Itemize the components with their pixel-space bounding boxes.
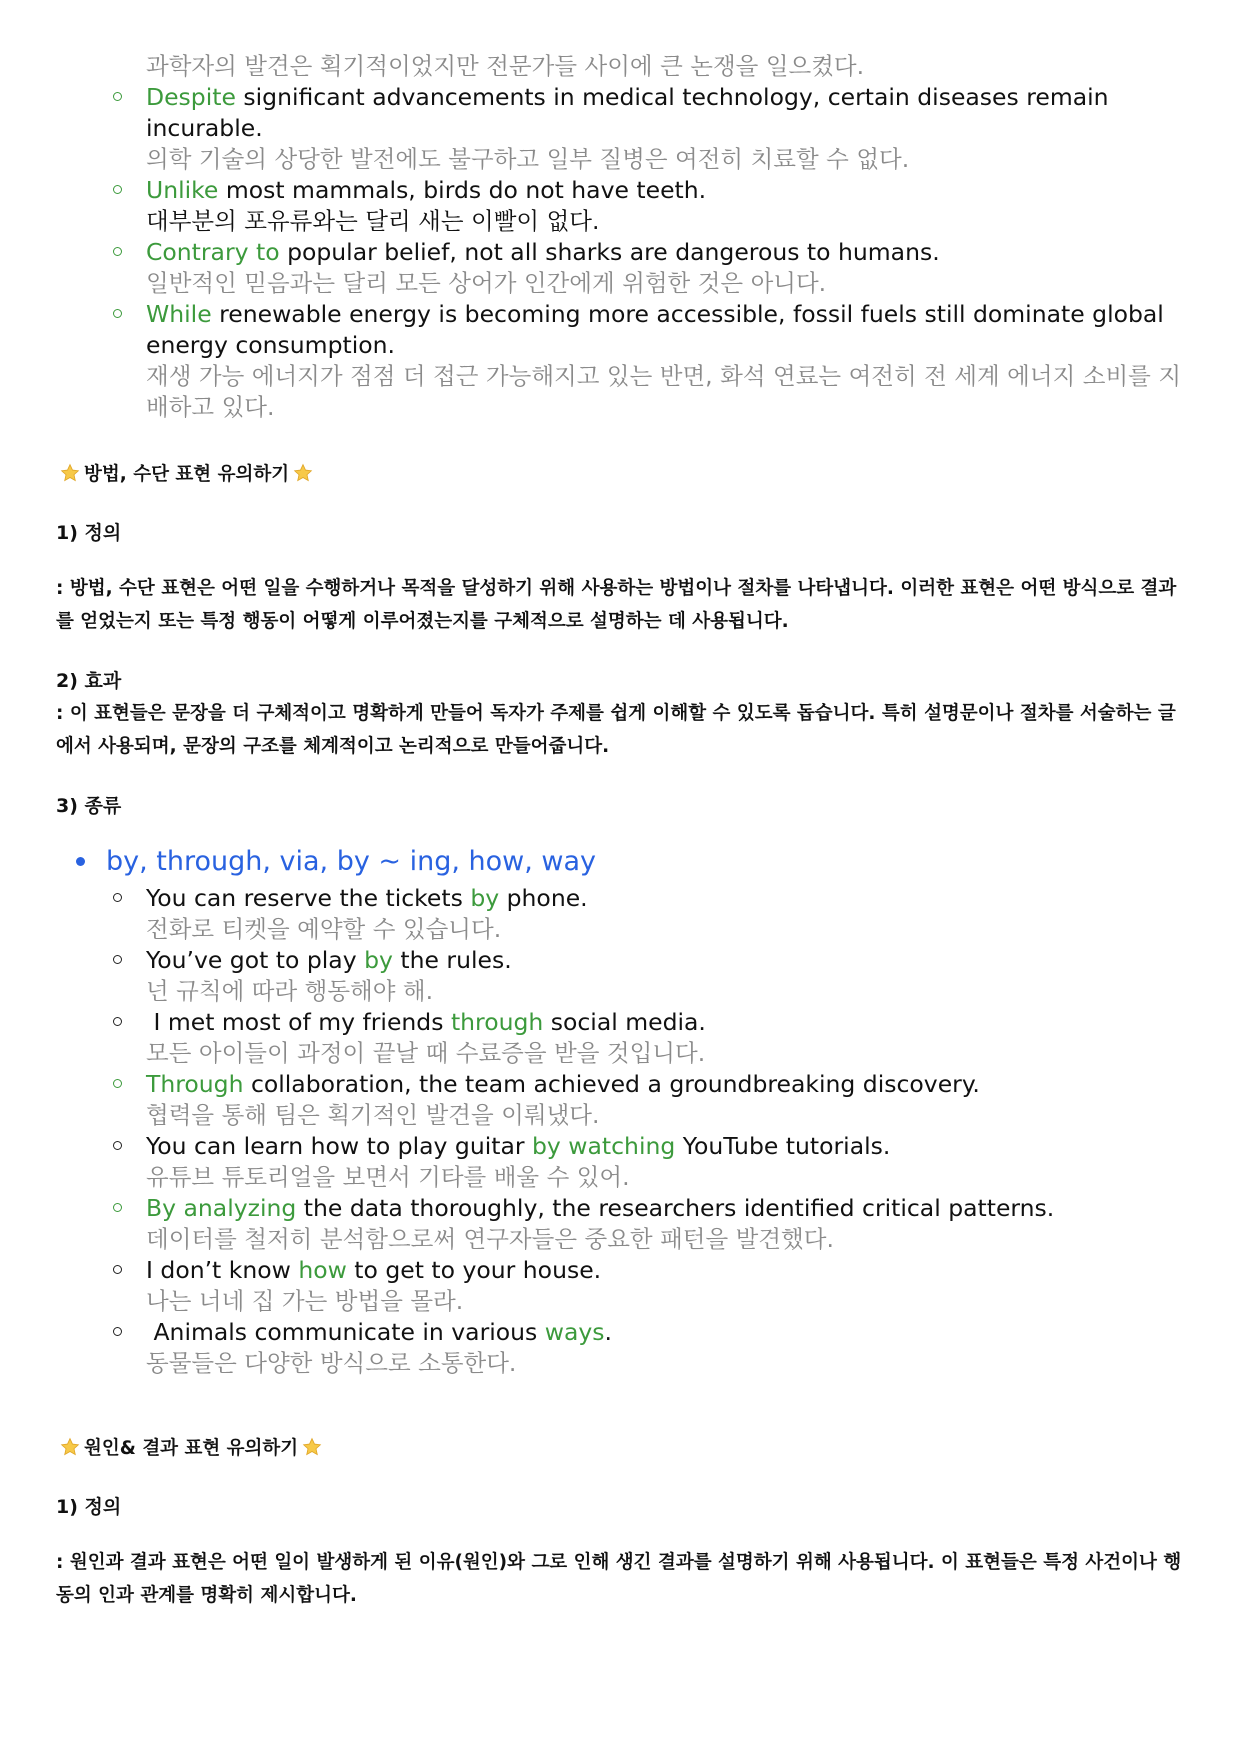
- star-icon: [60, 463, 80, 483]
- highlight-word: by: [470, 884, 500, 912]
- highlight-word: Through: [146, 1070, 244, 1098]
- list-item: Through collaboration, the team achieved a groundbreaking discovery. 협력을 통해 팀은 획기적인 발견을 이뤄냈다.: [113, 1069, 1193, 1131]
- effect-label: 2) 효과: [56, 670, 122, 692]
- list-item: By analyzing the data thoroughly, the researchers identified critical patterns. 데이터를 철저히 분석함으로써 연구자들은 중요한 패턴을 발견했다.: [113, 1193, 1193, 1255]
- example-translation: 협력을 통해 팀은 획기적인 발견을 이뤄냈다.: [146, 1101, 600, 1129]
- bullet-hollow-circle-icon: [113, 1141, 122, 1150]
- list-item: I met most of my friends through social media. 모든 아이들이 과정이 끝날 때 수료증을 받을 것입니다.: [113, 1007, 1193, 1069]
- category-bullet: [76, 846, 596, 877]
- bullet-hollow-circle-icon: [113, 1017, 122, 1026]
- example-translation: 동물들은 다양한 방식으로 소통한다.: [146, 1349, 517, 1377]
- definition-label: 1) 정의: [56, 522, 122, 544]
- example-translation: 데이터를 철저히 분석함으로써 연구자들은 중요한 패턴을 발견했다.: [146, 1225, 834, 1253]
- bullet-hollow-circle-icon: [113, 1079, 122, 1088]
- star-icon: [293, 463, 313, 483]
- list-item: You can reserve the tickets by phone. 전화로 티켓을 예약할 수 있습니다.: [113, 883, 1193, 945]
- example-sentence: renewable energy is becoming more accessible, fossil fuels still dominate global energy consumption.: [146, 300, 1164, 359]
- bullet-hollow-circle-icon: [113, 1327, 122, 1336]
- highlight-word: by watching: [532, 1132, 676, 1160]
- highlight-word: Contrary to: [146, 238, 280, 266]
- example-translation: 의학 기술의 상당한 발전에도 불구하고 일부 질병은 여전히 치료할 수 없다.: [146, 145, 910, 173]
- star-icon: [302, 1437, 322, 1457]
- section-heading-cause-effect: [56, 1434, 326, 1460]
- bullet-hollow-circle-icon: [113, 1203, 122, 1212]
- example-translation: 일반적인 믿음과는 달리 모든 상어가 인간에게 위험한 것은 아니다.: [146, 269, 827, 297]
- example-translation: 나는 너네 집 가는 방법을 몰라.: [146, 1287, 464, 1315]
- example-translation: 모든 아이들이 과정이 끝날 때 수료증을 받을 것입니다.: [146, 1039, 706, 1067]
- heading-text: 방법, 수단 표현 유의하기: [84, 464, 290, 485]
- definition-text: : 방법, 수단 표현은 어떤 일을 수행하거나 목적을 달성하기 위해 사용하는 방법이나 절차를 나타냅니다. 이러한 표현은 어떤 방식으로 결과를 얻었는지 또는 특정 행동이 어떻게 이루어졌는지를 구체적으로 설명하는 데 사용됩니다.: [56, 578, 1177, 632]
- bullet-filled-circle-icon: [76, 857, 85, 866]
- highlight-word: ways: [544, 1318, 605, 1346]
- list-item: Animals communicate in various ways. 동물들은 다양한 방식으로 소통한다.: [113, 1317, 1193, 1379]
- continuation-translation: 과학자의 발견은 획기적이었지만 전문가들 사이에 큰 논쟁을 일으켰다.: [146, 52, 865, 80]
- category-text: by, through, via, by ~ ing, how, way: [106, 846, 597, 877]
- example-translation: 대부분의 포유류와는 달리 새는 이빨이 없다.: [146, 207, 600, 235]
- example-sentence: most mammals, birds do not have teeth.: [218, 176, 707, 204]
- contrast-example-list: [113, 82, 1193, 423]
- heading-text: 원인& 결과 표현 유의하기: [84, 1438, 299, 1459]
- method-example-list: [113, 883, 1193, 1379]
- example-translation: 재생 가능 에너지가 점점 더 접근 가능해지고 있는 반면, 화석 연료는 여전히 전 세계 에너지 소비를 지배하고 있다.: [146, 362, 1182, 421]
- list-item: I don’t know how to get to your house. 나는 너네 집 가는 방법을 몰라.: [113, 1255, 1193, 1317]
- example-sentence: significant advancements in medical technology, certain diseases remain incurable.: [146, 83, 1109, 142]
- highlight-word: by: [364, 946, 393, 974]
- star-icon: [60, 1437, 80, 1457]
- definition-label: 1) 정의: [56, 1496, 122, 1518]
- types-label: 3) 종류: [56, 795, 122, 817]
- list-item: You can learn how to play guitar by watching YouTube tutorials. 유튜브 튜토리얼을 보면서 기타를 배울 수 있어.: [113, 1131, 1193, 1193]
- bullet-hollow-circle-icon: [113, 247, 122, 256]
- highlight-word: how: [298, 1256, 347, 1284]
- definition-text: : 원인과 결과 표현은 어떤 일이 발생하게 된 이유(원인)와 그로 인해 생긴 결과를 설명하기 위해 사용됩니다. 이 표현들은 특정 사건이나 행동의 인과 관계를 명확히 제시합니다.: [56, 1552, 1182, 1606]
- example-translation: 유튜브 튜토리얼을 보면서 기타를 배울 수 있어.: [146, 1163, 630, 1191]
- example-sentence: popular belief, not all sharks are dangerous to humans.: [279, 238, 940, 266]
- highlight-word: Unlike: [146, 176, 219, 204]
- section-heading-method: [56, 460, 317, 486]
- list-item: [113, 299, 1193, 423]
- bullet-hollow-circle-icon: [113, 92, 122, 101]
- list-item: You’ve got to play by the rules. 넌 규칙에 따라 행동해야 해.: [113, 945, 1193, 1007]
- example-translation: 전화로 티켓을 예약할 수 있습니다.: [146, 915, 502, 943]
- list-item: [113, 82, 1193, 175]
- example-translation: 넌 규칙에 따라 행동해야 해.: [146, 977, 434, 1005]
- list-item: [113, 237, 1193, 299]
- bullet-hollow-circle-icon: [113, 955, 122, 964]
- highlight-word: Despite: [146, 83, 236, 111]
- list-item: [113, 175, 1193, 237]
- effect-text: : 이 표현들은 문장을 더 구체적이고 명확하게 만들어 독자가 주제를 쉽게 이해할 수 있도록 돕습니다. 특히 설명문이나 절차를 서술하는 글에서 사용되며, 문장의 구조를 체계적이고 논리적으로 만들어줍니다.: [56, 703, 1176, 757]
- bullet-hollow-circle-icon: [113, 185, 122, 194]
- bullet-hollow-circle-icon: [113, 1265, 122, 1274]
- bullet-hollow-circle-icon: [113, 309, 122, 318]
- highlight-word: While: [146, 300, 212, 328]
- highlight-word: By analyzing: [146, 1194, 297, 1222]
- highlight-word: through: [450, 1008, 544, 1036]
- bullet-hollow-circle-icon: [113, 893, 122, 902]
